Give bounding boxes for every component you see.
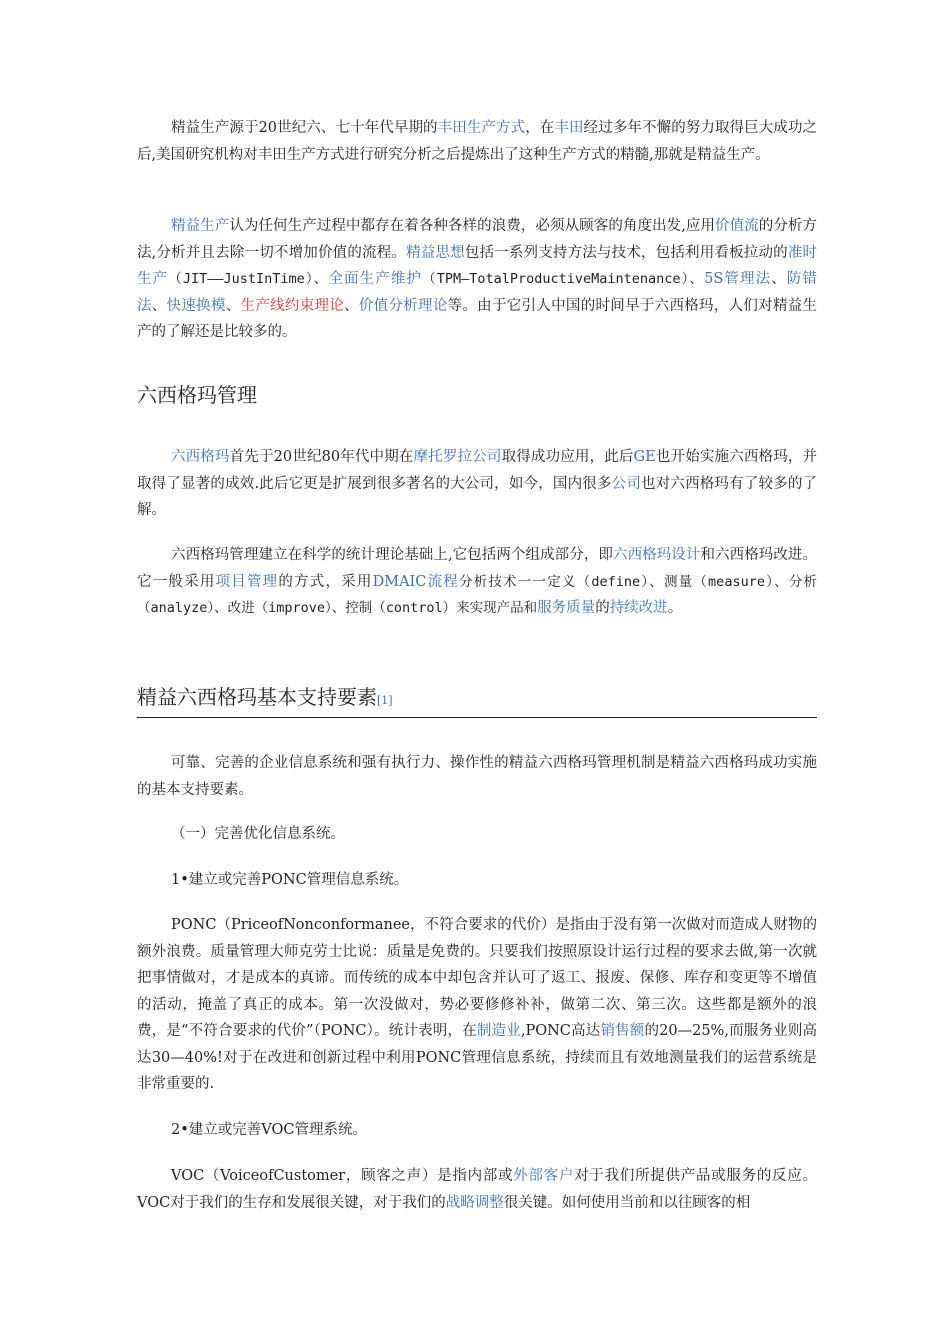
link-lean-thinking[interactable]: 精益思想 xyxy=(406,244,465,261)
subsection-ponc: 1•建立或完善PONC管理信息系统。 xyxy=(171,872,409,888)
link-error-proofing[interactable]: 防错法 xyxy=(137,271,817,314)
link-quick-changeover[interactable]: 快速换模 xyxy=(166,297,226,314)
link-company[interactable]: 公司 xyxy=(611,475,642,492)
paragraph-six-sigma-history: 六西格玛首先于20世纪80年代中期在摩托罗拉公司取得成功应用，此后GE也开始实施六西格玛，并取得了显著的成效.此后它更是扩展到很多著名的大公司，如今，国内很多公司也对六西格玛有了较多的了解。 xyxy=(137,449,818,518)
link-sales[interactable]: 销售额 xyxy=(600,1023,645,1039)
section-item-one: （一）完善优化信息系统。 xyxy=(171,826,345,842)
link-strategy-adjustment[interactable]: 战略调整 xyxy=(445,1194,504,1211)
link-value-analysis[interactable]: 价值分析理论 xyxy=(358,297,448,314)
paragraph-voc: VOC（VoiceofCustomer，顾客之声）是指内部或外部客户对于我们所提供产品或服务的反应。VOC对于我们的生存和发展很关键，对于我们的战略调整很关键。如何使用当前和以往顾客的相 xyxy=(137,1168,818,1211)
link-six-sigma[interactable]: 六西格玛 xyxy=(171,449,230,465)
link-continuous-improvement[interactable]: 持续改进 xyxy=(609,600,668,616)
paragraph-support-intro: 可靠、完善的企业信息系统和强有执行力、操作性的精益六西格玛管理机制是精益六西格玛成功实施的基本支持要素。 xyxy=(137,755,817,798)
link-toyota-production-system[interactable]: 丰田生产方式 xyxy=(437,120,526,136)
subsection-voc: 2•建立或完善VOC管理系统。 xyxy=(171,1122,367,1138)
paragraph-ponc: PONC（PriceofNonconformanee，不符合要求的代价）是指由于没有第一次做对而造成人财物的额外浪费。质量管理大师克劳士比说：质量是免费的。只要我们按照原设计运行过程的要求去做,第一次就把事情做对，才是成本的真谛。而传统的成本中却包含并认可了返工、报废、保修、库存和变更等不增值的活动，掩盖了真正的成本。第一次没做对，势必要修修补补，做第二次、第三次。这些都是额外的浪费，是“不符合要求的代价”（PONC）。统计表明，在制造业,PONC高达销售额的20—25%,而服务业则高达30—40%!对于在改进和创新过程中利用PONC管理信息系统，持续而且有效地测量我们的运营系统是非常重要的. xyxy=(137,917,817,1092)
link-total-productive-maintenance[interactable]: 全面生产维护 xyxy=(328,271,423,287)
reference-link[interactable]: [1] xyxy=(377,694,393,707)
paragraph-lean-origin: 精益生产源于20世纪六、七十年代早期的丰田生产方式，在丰田经过多年不懈的努力取得巨大成功之后,美国研究机构对丰田生产方式进行研究分析之后提炼出了这种生产方式的精髓,那就是精益生产。 xyxy=(137,120,818,163)
paragraph-lean-methods: 精益生产认为任何生产过程中都存在着各种各样的浪费，必须从顾客的角度出发,应用价值流的分析方法,分析并且去除一切不增加价值的流程。精益思想包括一系列支持方法与技术，包括利用看板拉动的准时生产（JIT——JustInTime）、全面生产维护（TPM—TotalProductiveMaintenance）、5S管理法、防错法、快速换模、生产线约束理论、价值分析理论等。由于它引人中国的时间早于六西格玛，人们对精益生产的了解还是比较多的。 xyxy=(137,218,818,340)
link-theory-of-constraints[interactable]: 生产线约束理论 xyxy=(240,297,345,314)
link-5s[interactable]: 5S管理法 xyxy=(704,271,772,287)
link-service-quality[interactable]: 服务质量 xyxy=(537,600,596,616)
paragraph-six-sigma-management: 六西格玛管理建立在科学的统计理论基础上,它包括两个组成部分，即六西格玛设计和六西格玛改进。它一般采用项目管理的方式，采用DMAIC流程分析技术一一定义（define）、测量（measure）、分析（analyze）、改进（improve）、控制（control）来实现产品和服务质量的持续改进。 xyxy=(137,547,818,616)
link-design-for-six-sigma[interactable]: 六西格玛设计 xyxy=(613,547,701,563)
link-dmaic[interactable]: DMAIC流程 xyxy=(372,573,459,590)
heading-six-sigma: 六西格玛管理 xyxy=(137,383,257,407)
link-ge[interactable]: GE xyxy=(633,449,656,465)
link-just-in-time[interactable]: 准时生产 xyxy=(137,244,818,287)
link-project-management[interactable]: 项目管理 xyxy=(215,573,279,590)
heading-support-elements: 精益六西格玛基本支持要素[1] xyxy=(137,683,817,718)
link-lean-production[interactable]: 精益生产 xyxy=(171,218,230,234)
link-value-stream[interactable]: 价值流 xyxy=(715,218,759,234)
link-toyota[interactable]: 丰田 xyxy=(554,120,584,136)
link-manufacturing[interactable]: 制造业 xyxy=(476,1023,521,1039)
link-external-customer[interactable]: 外部客户 xyxy=(513,1168,575,1184)
link-motorola[interactable]: 摩托罗拉公司 xyxy=(413,449,502,465)
